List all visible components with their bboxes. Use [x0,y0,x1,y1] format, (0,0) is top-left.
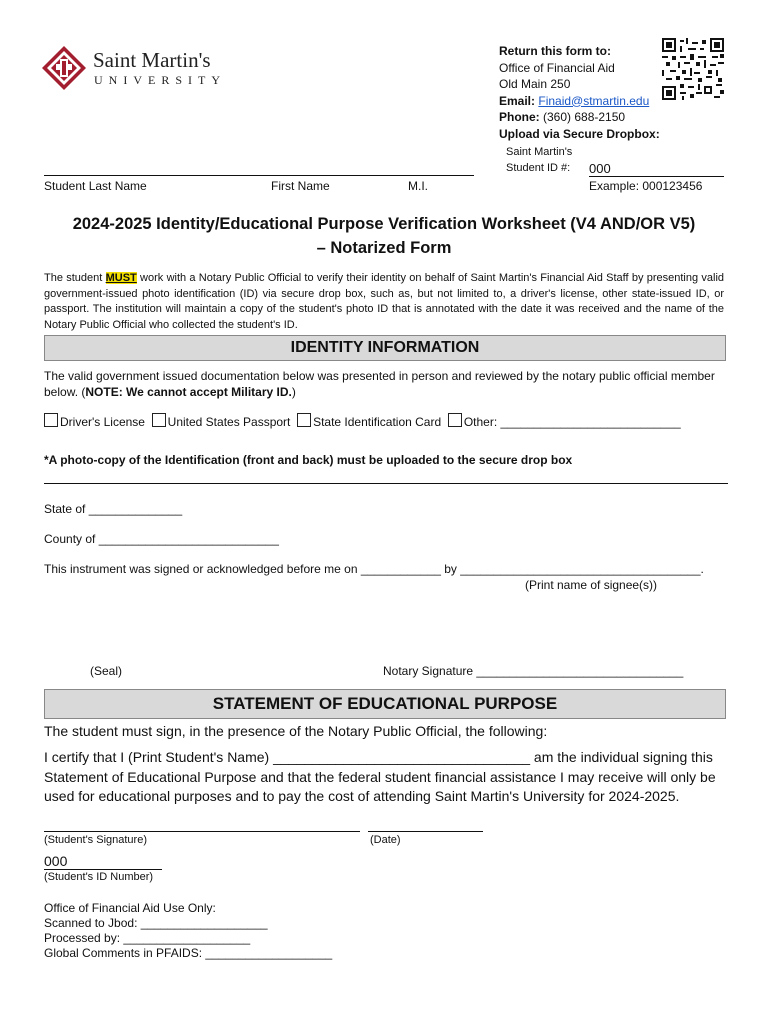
section-divider [44,483,728,484]
option-label: United States Passport [167,415,291,429]
upload-label: Upload via Secure Dropbox: [499,126,660,141]
option-label: State Identification Card [313,415,442,429]
document-title-line1: 2024-2025 Identity/Educational Purpose Verification Worksheet (V4 AND/OR V5) [72,215,696,233]
statement-line-3: used for educational purposes and to pay the cost of attending Saint Martin's University for 2024-2025. [44,788,680,804]
checkbox[interactable] [44,413,58,427]
student-id-number-label: (Student's ID Number) [44,871,154,883]
date-label: (Date) [370,834,401,846]
logo-name: Saint Martin's [93,48,211,72]
county-field[interactable]: County of ___________________________ [44,532,279,546]
date-line[interactable] [368,831,483,832]
phone-label: Phone: [499,110,540,124]
office-name: Office of Financial Aid [499,60,615,75]
photocopy-note: *A photo-copy of the Identification (front and back) must be uploaded to the secure drop box [44,453,573,467]
qr-code-icon [662,38,724,100]
scanned-field[interactable]: Scanned to Jbod: ___________________ [44,916,268,930]
return-label: Return this form to: [499,44,611,58]
student-id-label-line1: Saint Martin's [506,146,573,158]
student-id-example: Example: 000123456 [589,179,703,193]
intro-paragraph [44,271,724,333]
qr-code[interactable] [662,38,724,100]
document-title [44,212,724,260]
comments-field[interactable]: Global Comments in PFAIDS: ___________________ [44,946,333,960]
notary-signature-field[interactable]: Notary Signature _______________________________ [383,664,684,678]
state-field[interactable]: State of ______________ [44,502,183,516]
identity-text-end: ) [291,385,296,399]
id-type-options [44,413,681,429]
identity-note: NOTE: We cannot accept Military ID. [85,385,292,399]
option-label: Other: ___________________________ [463,415,681,429]
print-name-caption: (Print name of signee(s)) [525,578,658,592]
checkbox[interactable] [152,413,166,427]
identity-text [44,368,724,400]
student-name-line[interactable] [44,175,474,176]
email-link[interactable]: Finaid@stmartin.edu [538,93,650,108]
identity-text-body: The valid government issued documentation below was presented in person and reviewed by the notary public official member below. ( [44,369,715,399]
statement-intro: The student must sign, in the presence of the Notary Public Official, the following: [44,723,548,739]
student-id-label [506,144,572,176]
student-id-number-field[interactable]: 000 [44,853,162,870]
mi-label: M.I. [408,179,428,193]
shield-logo-icon [40,44,88,92]
checkbox[interactable] [448,413,462,427]
processed-field[interactable]: Processed by: ___________________ [44,931,251,945]
option-drivers-license[interactable] [44,415,145,429]
option-label: Driver's License [60,415,145,429]
student-signature-line[interactable] [44,831,360,832]
office-use-title: Office of Financial Aid Use Only: [44,901,216,915]
option-other[interactable] [448,415,681,429]
return-block [499,43,660,142]
statement-heading: STATEMENT OF EDUCATIONAL PURPOSE [44,689,726,719]
student-signature-label: (Student's Signature) [44,834,147,846]
office-address: Old Main 250 [499,77,571,91]
student-id-field[interactable]: 000 [589,161,724,177]
statement-line-2: Statement of Educational Purpose and that the federal student financial assistance I may receive will only be [44,768,716,785]
intro-must: MUST [105,272,137,284]
seal-label: (Seal) [90,664,123,678]
statement-body [44,748,734,807]
option-state-id[interactable] [297,415,441,429]
checkbox[interactable] [297,413,311,427]
office-use-block [44,901,332,961]
email-label: Email: [499,93,536,108]
option-passport[interactable] [152,415,291,429]
phone-value: (360) 688-2150 [543,110,626,124]
last-name-label: Student Last Name [44,179,147,193]
intro-pre: The student [44,272,106,284]
intro-post: work with a Notary Public Official to verify their identity on behalf of Saint Martin's Financial Aid Staff by presenting valid government-issued photo identification (ID) via secure drop box, such as, but not limited to, a driver's license, other state-issued ID, or passport. The institution will maintain a copy of the student's photo ID that is annotated with the date it was received and the name of the Notary Public Official who collected the student's ID. [44,272,725,331]
document-title-line2: – Notarized Form [316,239,452,257]
first-name-label: First Name [271,179,330,193]
statement-line-1[interactable]: I certify that I (Print Student's Name) _________________________________ am the individual signing this [44,749,713,765]
instrument-line[interactable]: This instrument was signed or acknowledged before me on ____________ by ____________________________________. [44,562,704,576]
logo-subtitle: UNIVERSITY [94,73,226,87]
university-logo [40,44,88,92]
student-id-label-line2: Student ID #: [506,162,571,174]
identity-heading: IDENTITY INFORMATION [44,335,726,361]
